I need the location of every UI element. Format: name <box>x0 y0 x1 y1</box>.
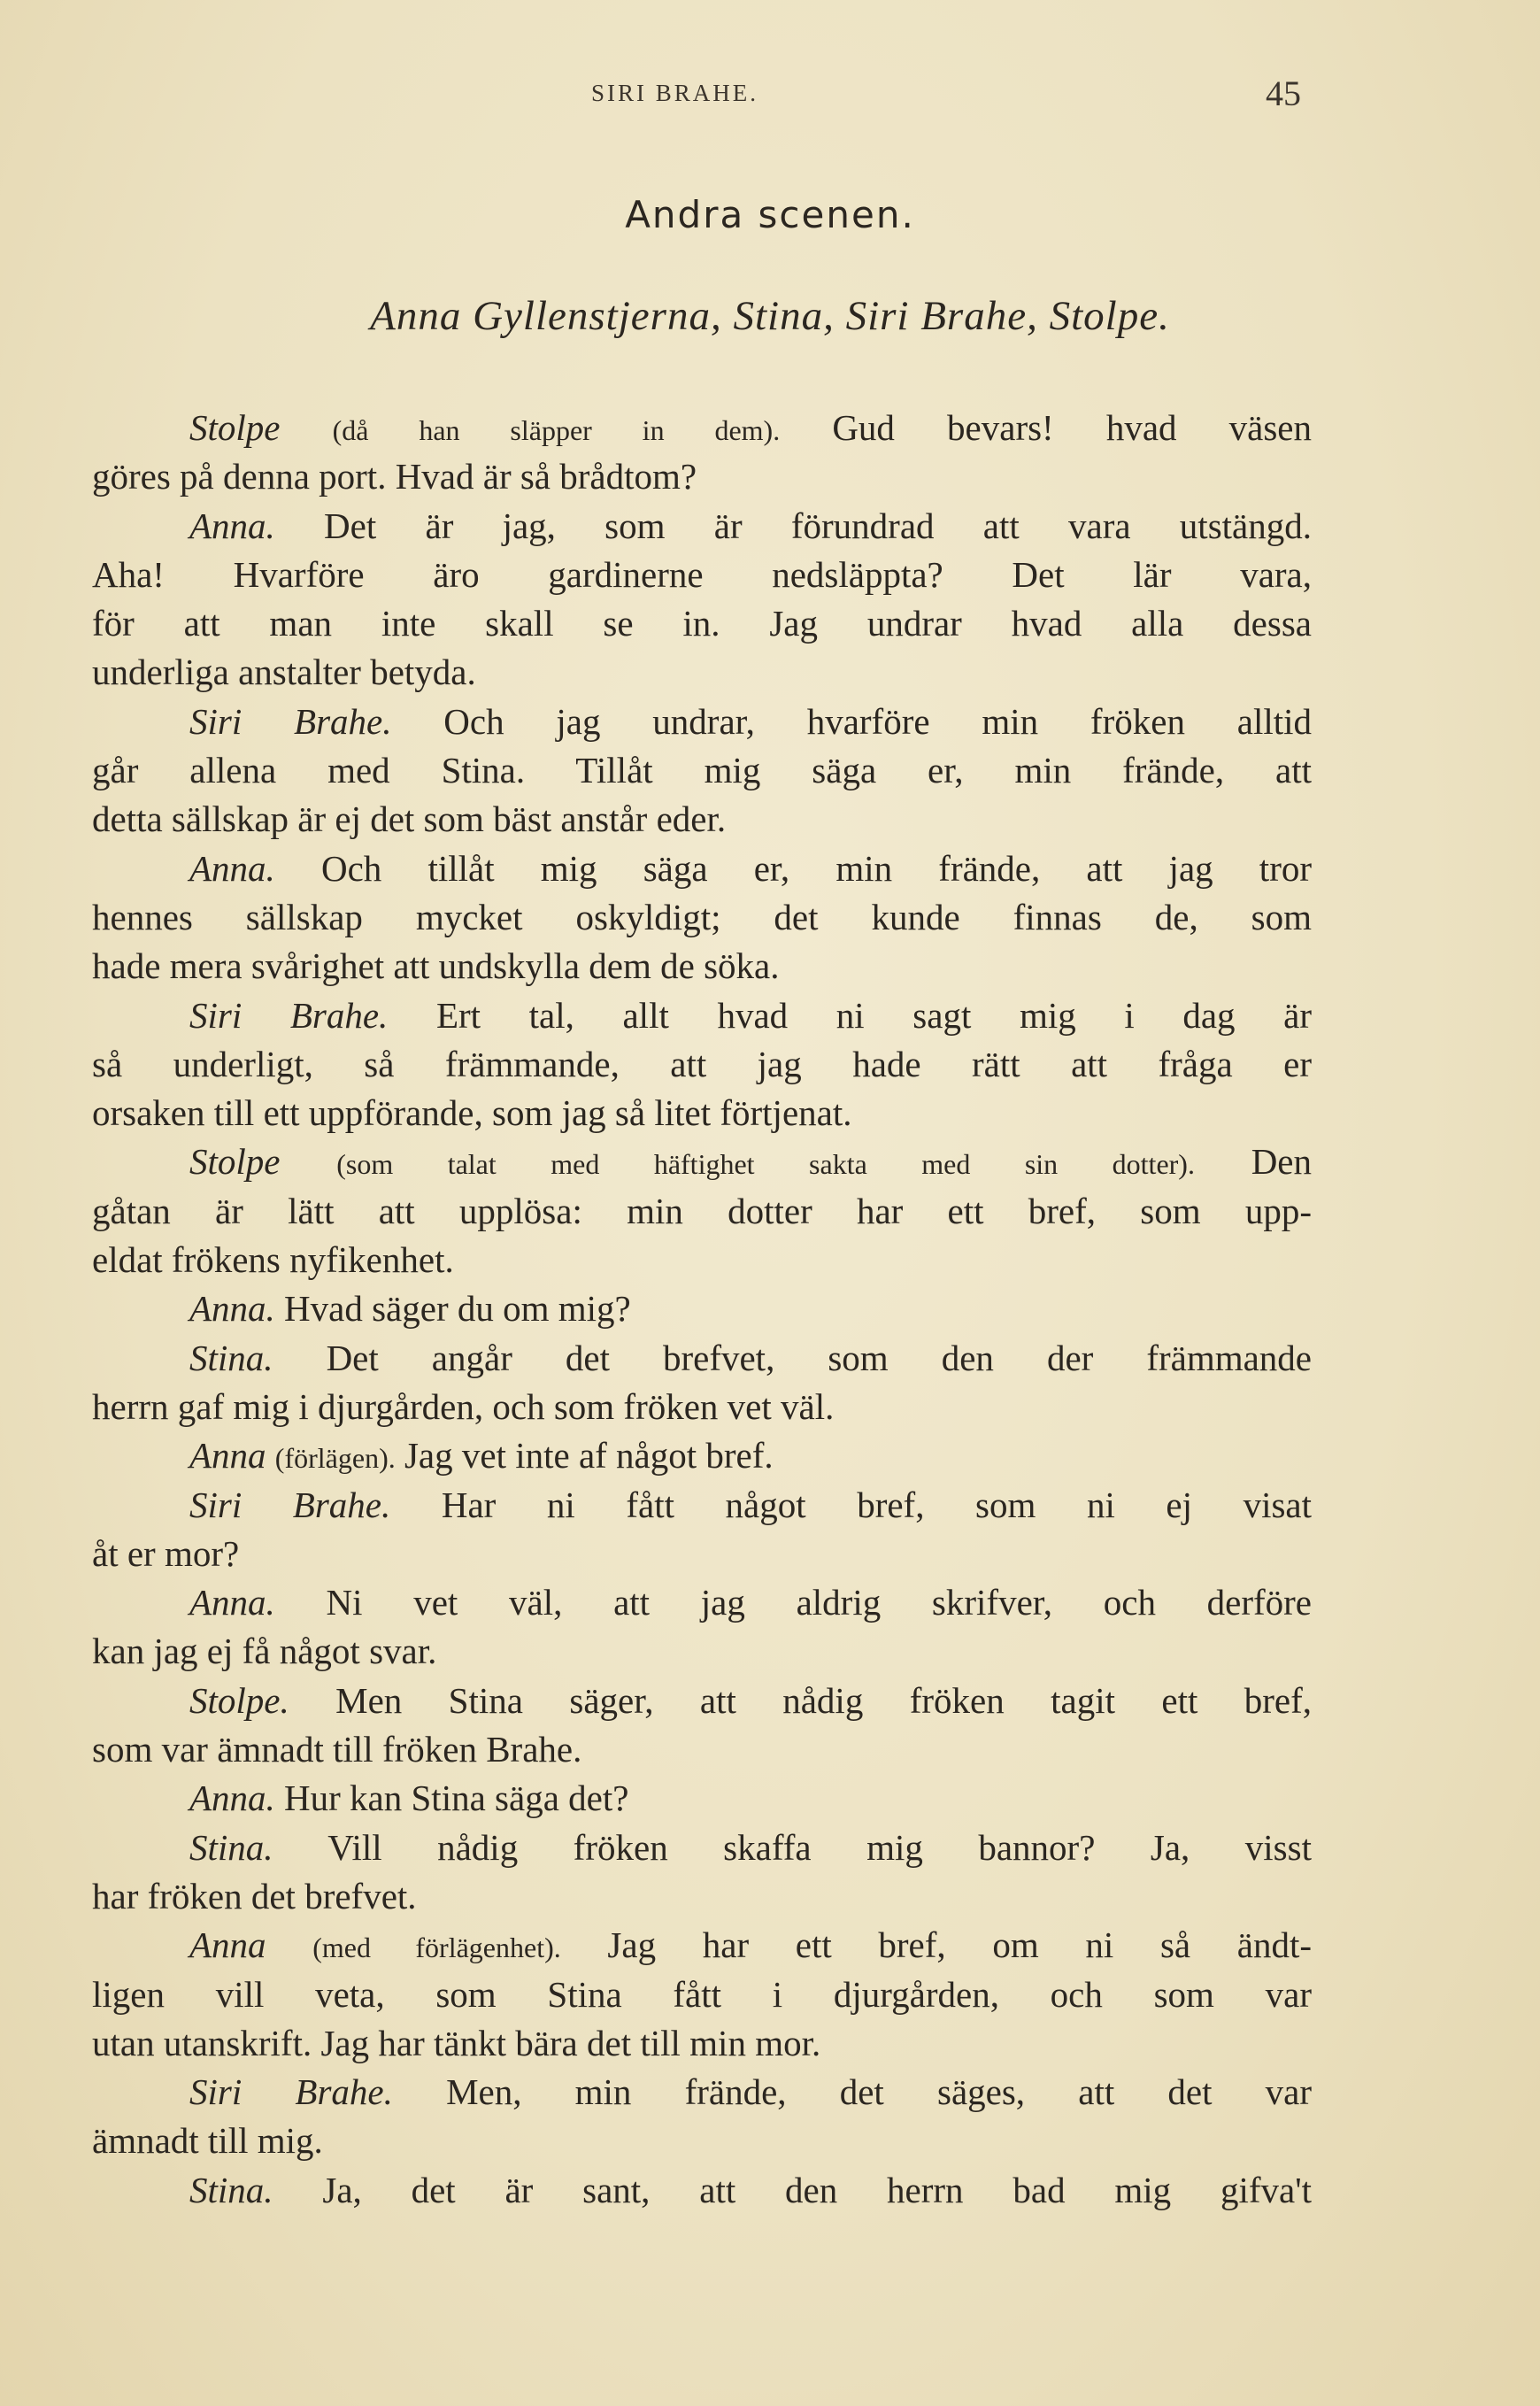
speaker-name: Anna <box>189 1435 266 1477</box>
text-line <box>92 942 1312 991</box>
line-text: herrn gaf mig i djurgården, och som fröken vet väl. <box>92 1385 835 1427</box>
speaker-name: Stina. <box>189 2169 273 2210</box>
speaker-name: Siri Brahe. <box>189 1484 391 1525</box>
line-text: Hur kan Stina säga det? <box>284 1778 629 1819</box>
page-number: 45 <box>1266 73 1301 113</box>
line-text: Vill nådig fröken skaffa mig bannor? Ja, visst <box>327 1826 1312 1868</box>
line-text: eldat frökens nyfikenhet. <box>92 1239 454 1281</box>
line-text: Det angår det brefvet, som den der främmande <box>326 1337 1312 1378</box>
speaker-name: Anna <box>189 1924 266 1966</box>
line-text: åt er mor? <box>92 1532 240 1574</box>
dialogue-text <box>92 404 1312 2215</box>
speaker-name: Anna. <box>189 1288 275 1330</box>
line-text: Ert tal, allt hvad ni sagt mig i dag är <box>435 994 1312 1036</box>
stage-direction: (med förlägenhet). <box>312 1932 561 1964</box>
line-text: Det är jag, som är förundrad att vara utstängd. <box>324 505 1312 546</box>
line-text: Men Stina säger, att nådig fröken tagit ett bref, <box>335 1679 1312 1721</box>
line-text: Jag vet inte af något bref. <box>404 1435 774 1477</box>
line-text: utan utanskrift. Jag har tänkt bära det till min mor. <box>92 2022 821 2063</box>
text-line <box>92 1824 1312 1872</box>
text-line <box>92 1578 1312 1627</box>
text-line <box>92 795 1312 844</box>
text-line <box>92 1284 1312 1333</box>
text-line <box>92 1774 1312 1823</box>
line-text: Och tillåt mig säga er, min frände, att jag tror <box>320 847 1312 889</box>
line-text: har fröken det brefvet. <box>92 1875 417 1916</box>
line-text: Har ni fått något bref, som ni ej visat <box>441 1484 1312 1525</box>
text-line <box>92 2166 1312 2215</box>
stage-direction: (då han släpper in dem). <box>332 414 781 446</box>
text-line <box>92 1677 1312 1725</box>
text-line <box>92 746 1312 795</box>
text-line <box>92 1530 1312 1578</box>
text-line <box>92 1872 1312 1921</box>
text-line <box>92 551 1312 599</box>
text-line <box>92 1970 1312 2019</box>
stage-direction: (som talat med häftighet sakta med sin dotter). <box>336 1148 1195 1181</box>
text-line <box>92 1921 1312 1970</box>
line-text: ligen vill veta, som Stina fått i djurgården, och som var <box>92 1973 1312 2015</box>
speaker-name: Anna. <box>189 1778 275 1819</box>
line-text: Och jag undrar, hvarföre min fröken alltid <box>443 700 1312 742</box>
text-line <box>92 2019 1312 2068</box>
line-text: Aha! Hvarföre äro gardinerne nedsläppta? Det lär vara, <box>92 553 1312 595</box>
text-line <box>92 404 1312 452</box>
text-line <box>92 1236 1312 1284</box>
line-text: ämnadt till mig. <box>92 2120 323 2162</box>
text-line <box>92 1137 1312 1186</box>
stage-direction: (förlägen). <box>274 1442 396 1475</box>
text-line <box>92 1383 1312 1431</box>
speaker-name: Siri Brahe. <box>189 2071 393 2113</box>
speaker-name: Anna. <box>189 847 275 889</box>
text-line <box>92 1725 1312 1774</box>
line-text: gåtan är lätt att upplösa: min dotter har ett bref, som upp- <box>92 1190 1312 1231</box>
scene-title: Andra scenen. <box>625 193 915 236</box>
line-text: hennes sällskap mycket oskyldigt; det kunde finnas de, som <box>92 896 1312 937</box>
text-line <box>92 1040 1312 1089</box>
text-line <box>92 1334 1312 1383</box>
line-text: orsaken till ett uppförande, som jag så litet förtjenat. <box>92 1092 852 1134</box>
text-line <box>92 452 1312 501</box>
line-text: går allena med Stina. Tillåt mig säga er, min frände, att <box>92 750 1312 791</box>
speaker-name: Siri Brahe. <box>189 994 389 1036</box>
running-title: SIRI BRAHE. <box>591 80 759 106</box>
line-text: Ni vet väl, att jag aldrig skrifver, och derföre <box>326 1582 1312 1623</box>
line-text: Den <box>1251 1141 1312 1183</box>
speaker-name: Stina. <box>189 1337 273 1378</box>
line-text: detta sällskap är ej det som bäst anstår eder. <box>92 798 727 840</box>
line-text: underliga anstalter betyda. <box>92 652 476 693</box>
speaker-name: Stina. <box>189 1826 273 1868</box>
line-text: kan jag ej få något svar. <box>92 1631 437 1672</box>
line-text: så underligt, så främmande, att jag hade rätt att fråga er <box>92 1043 1312 1084</box>
text-line <box>92 2068 1312 2117</box>
line-text: Hvad säger du om mig? <box>284 1288 631 1330</box>
text-line <box>92 1481 1312 1530</box>
line-text: Jag har ett bref, om ni så ändt- <box>607 1924 1312 1966</box>
running-head <box>0 71 1540 115</box>
line-text: hade mera svårighet att undskylla dem de söka. <box>92 945 780 987</box>
line-text: Ja, det är sant, att den herrn bad mig gifva't <box>322 2169 1312 2210</box>
text-line <box>92 1187 1312 1236</box>
text-line <box>92 893 1312 942</box>
speaker-name: Anna. <box>189 1582 275 1623</box>
cast-list: Anna Gyllenstjerna, Stina, Siri Brahe, Stolpe. <box>370 293 1170 339</box>
speaker-name: Stolpe. <box>189 1679 289 1721</box>
line-text: för att man inte skall se in. Jag undrar hvad alla dessa <box>92 603 1312 644</box>
text-line <box>92 991 1312 1040</box>
line-text: som var ämnadt till fröken Brahe. <box>92 1729 582 1770</box>
text-line <box>92 1431 1312 1480</box>
text-line <box>92 698 1312 746</box>
line-text: Gud bevars! hvad väsen <box>832 407 1312 448</box>
text-line <box>92 599 1312 648</box>
text-line <box>92 2117 1312 2165</box>
line-text: göres på denna port. Hvad är så brådtom? <box>92 456 697 497</box>
text-line <box>92 844 1312 893</box>
text-line <box>92 1627 1312 1676</box>
speaker-name: Anna. <box>189 505 275 546</box>
speaker-name: Stolpe <box>189 407 281 448</box>
speaker-name: Siri Brahe. <box>189 700 392 742</box>
speaker-name: Stolpe <box>189 1141 281 1183</box>
text-line <box>92 648 1312 697</box>
text-line <box>92 502 1312 551</box>
line-text: Men, min frände, det säges, att det var <box>446 2071 1312 2113</box>
text-line <box>92 1089 1312 1137</box>
